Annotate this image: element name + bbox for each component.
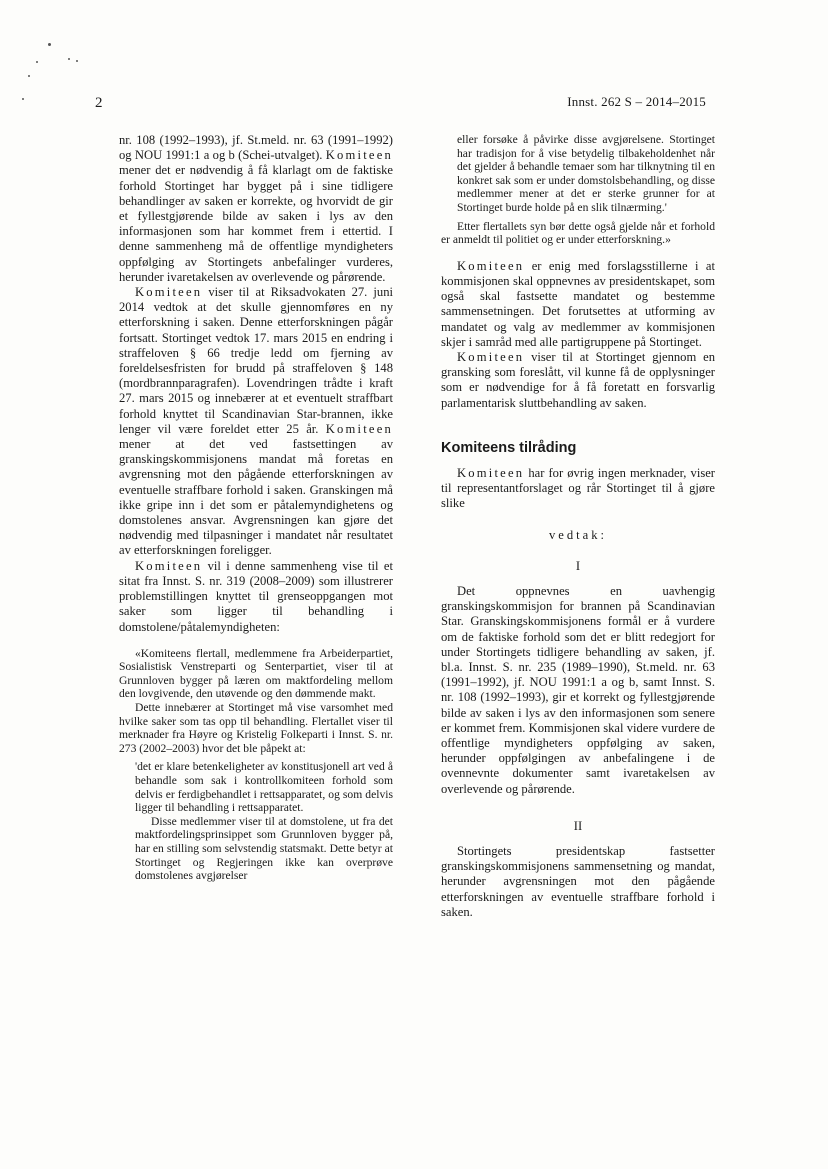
page-number: 2 xyxy=(95,95,103,111)
roman-numeral-2: II xyxy=(573,818,583,833)
right-column xyxy=(441,133,715,920)
inner-quote-paragraph: 'det er klare betenkeligheter av konstitusjonell art ved å behandle som sak i kontrollkomiteen forhold som delvis er ferdigbehandlet i rettsapparatet, og som delvis ligger til behandling i rettsapparatet. xyxy=(135,760,393,815)
resolution-paragraph: Stortingets presidentskap fastsetter granskingskommisjonens sammensetning og mandat, herunder avgrensningen mot den pågående etterforskningen av eventuelle straffbare forhold i saken. xyxy=(441,844,715,919)
paragraph: nr. 108 (1992–1993), jf. St.meld. nr. 63 (1991–1992) og NOU 1991:1 a og b (Schei-utvalget). Komiteen mener det er nødvendig å få klarlagt om de faktiske forhold Stortinget har bygget på i sine tidligere behandlinger av saken er korrekte, og hvorvidt de gir et fyllestgjørende bilde av saken i lys av den informasjonen som har kommet frem i ettertid. I denne sammenheng må de offentlige myndigheters oppfølging av Stortingets anbefalinger vurderes, herunder ivaretakelsen av overlevende og pårørende. xyxy=(119,133,393,284)
scan-specks xyxy=(28,38,98,108)
quote-paragraph: Etter flertallets syn bør dette også gjelde når et forhold er anmeldt til politiet og er under etterforskning.» xyxy=(441,219,715,247)
resolution-paragraph: Det oppnevnes en uavhengig granskingskommisjon for brannen på Scandinavian Star. Granskingskommisjonens formål er å vurdere om de faktiske forhold som det er blitt redegjort for under Stortingets tidligere behandling av saken, jf. bl.a. Innst. S. nr. 235 (1989–1990), St.meld. nr. 63 (1991–1992), jf. NOU 1991:1 a og b, samt Innst. S. nr. 108 (1992–1993), gir et korrekt og fyllestgjørende bilde av saken i lys av den informasjonen som senere er kommet frem. Kommisjonen skal videre vurdere de offentlige myndigheters oppfølging av saken, herunder oppfølgingen av anbefalingene i de ovennevnte dokumenter samt ivaretakelsen av overlevende og pårørende. xyxy=(441,584,715,796)
quote-paragraph: «Komiteens flertall, medlemmene fra Arbeiderpartiet, Sosialistisk Venstreparti og Senterpartiet, viser til at Grunnloven bygger på læren om maktfordeling mellom den lovgivende, den utøvende og den dømmende makt. xyxy=(119,646,393,701)
left-column xyxy=(119,133,393,883)
running-head: Innst. 262 S – 2014–2015 xyxy=(567,94,706,109)
inner-quote-paragraph: Disse medlemmer viser til at domstolene, ut fra det maktfordelingsprinsippet som Grunnloven bygger på, har en stilling som selvstendig statsmakt. Dette betyr at Stortinget og Regjeringen ikke kan overprøve domstolenes avgjørelser xyxy=(135,814,393,883)
paragraph: Komiteen viser til at Riksadvokaten 27. juni 2014 vedtok at det skulle gjennomføres en ny etterforskning i saken. Denne etterforskningen pågår fortsatt. Stortinget vedtok 17. mars 2015 en endring i straffeloven § 66 tredje ledd om fjerning av foreldelsesfristen for brudd på straffeloven § 148 (mordbrannparagrafen). Lovendringen trådte i kraft 27. mars 2015 og innebærer at et eventuelt straffbart forhold knyttet til Scandinavian Star-brannen, ikke lenger vil være foreldet etter 25 år. Komiteen mener at det ved fastsettingen av granskingskommisjonens mandat må foretas en avgrensning mot den pågående etterforskningen av eventuelle straffbare forhold i saken. Granskingen må ikke gripe inn i det som er påtalemyndighetens og domstolenes ansvar. Avgrensningen kan gjøre det nødvendig med tilpasninger i mandatet når resultatet av etterforskningen foreligger. xyxy=(119,285,393,558)
vedtak-label: vedtak: xyxy=(548,527,608,542)
roman-numeral-1: I xyxy=(575,558,581,573)
quote-paragraph: Dette innebærer at Stortinget må vise varsomhet med hvilke saker som tas opp til behandling. Flertallet viser til merknader fra Høyre og Kristelig Folkeparti i Innst. S. nr. 273 (2002–2003) hvor det ble påpekt at: xyxy=(119,701,393,755)
paragraph: Komiteen er enig med forslagsstillerne i at kommisjonen skal oppnevnes av presidentskapet, som også skal fastsette mandatet og bestemme sammensetningen. Det forutsettes at utforming av mandatet og valg av medlemmer av kommisjonen skjer i samråd med alle partigruppene på Stortinget. xyxy=(441,258,715,349)
block-quote-continued xyxy=(441,133,715,247)
paragraph: Komiteen viser til at Stortinget gjennom en gransking som foreslått, vil kunne få de opplysninger som er nødvendige for å få foretatt en forsvarlig parlamentarisk sluttbehandling av saken. xyxy=(441,349,715,410)
section-heading: Komiteens tilråding xyxy=(441,439,577,456)
block-quote xyxy=(119,647,393,883)
inner-quote-paragraph: eller forsøke å påvirke disse avgjørelsene. Stortinget har tradisjon for å vise betydelig tilbakeholdenhet når det gjelder å behandle temaer som har tilknytning til en konkret sak som er under domstolsbehandling, og disse medlemmer mener at det er sterke grunner for at Stortinget burde holde på en slik tilnærming.' xyxy=(457,133,715,214)
paragraph: Komiteen vil i denne sammenheng vise til et sitat fra Innst. S. nr. 319 (2008–2009) som illustrerer problemstillingen knyttet til grenseoppgangen mot saker som ligger til behandling i domstolene/påtalemyndigheten: xyxy=(119,558,393,634)
paragraph: Komiteen har for øvrig ingen merknader, viser til representantforslaget og rår Stortinget til å gjøre slike xyxy=(441,465,715,511)
